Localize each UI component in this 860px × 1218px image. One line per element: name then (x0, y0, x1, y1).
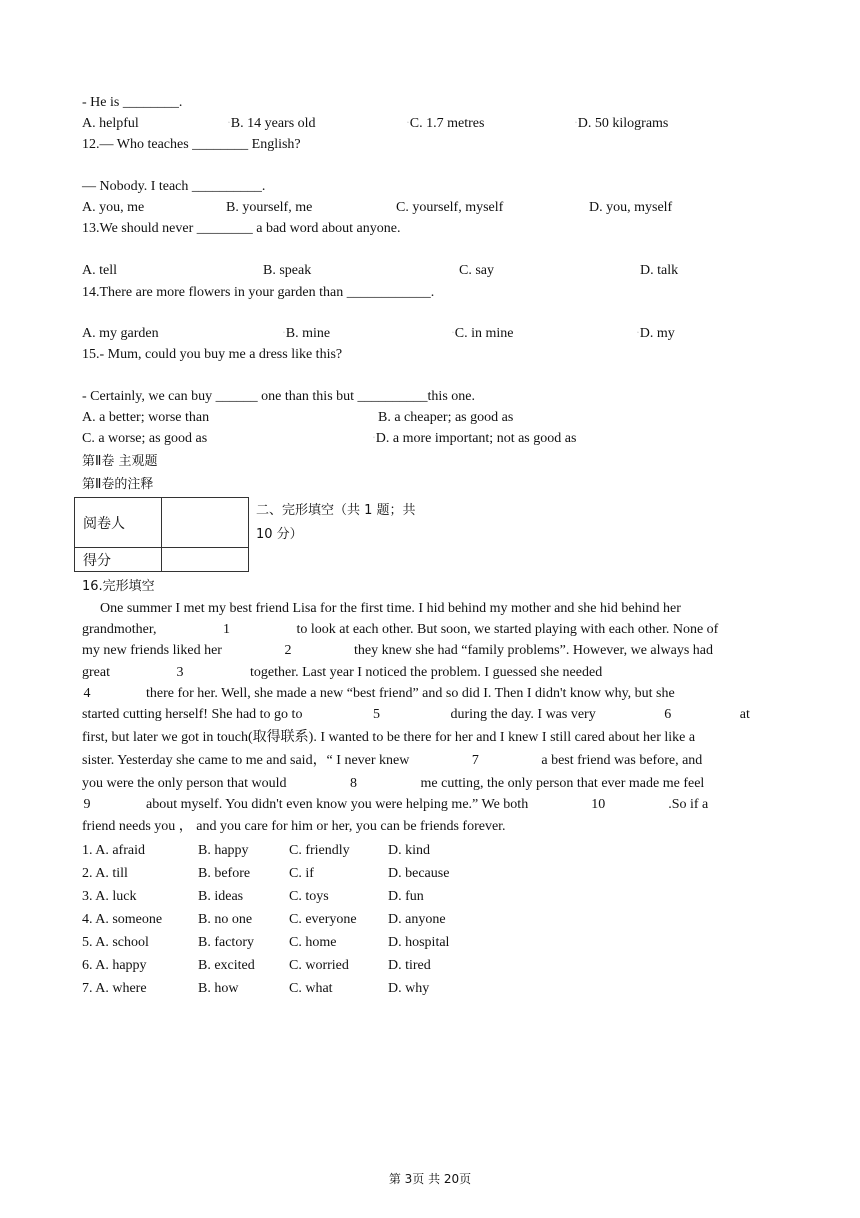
q12-option-a: A. you, me (82, 200, 145, 215)
q14-option-a: A. my garden (82, 326, 159, 341)
choice-4-a: 4. A. someone (82, 912, 163, 927)
q14-option-b: ▫B. mine (283, 326, 331, 341)
q13-option-b: B. speak (263, 263, 312, 278)
volume-note: 第Ⅱ卷的注释 (82, 477, 154, 492)
page-footer: 第 3页 共 20页 (388, 1172, 472, 1186)
choice-5-b: B. factory (198, 935, 254, 950)
cloze-blank: 2 (284, 643, 292, 658)
q11-option-a: A. helpful (82, 116, 139, 131)
passage-line: 9 about myself. You didn't even know you were helping me.” We both 10 .So if a (82, 794, 760, 815)
q11-stem: - He is ________. (82, 95, 183, 110)
score-table (74, 497, 249, 572)
choice-6-c: C. worried (289, 958, 349, 973)
q12-stem: 12.— Who teaches ________ English? (82, 137, 301, 152)
choice-7-b: B. how (198, 981, 239, 996)
passage-line: first, but later we got in touch(取得联系). I wanted to be there for her and I knew I still cared about her like a (82, 730, 696, 745)
score-label: 得分 (75, 548, 162, 572)
choice-1-b: B. happy (198, 843, 249, 858)
q13-option-d: D. talk (640, 263, 679, 278)
option-marker-icon: ▫ (373, 436, 375, 441)
q11-option-d: ▫D. 50 kilograms (575, 116, 669, 131)
choice-6-d: D. tired (388, 958, 431, 973)
passage-line: One summer I met my best friend Lisa for the first time. I hid behind my mother and she hid behind her (100, 601, 681, 616)
passage-line: 4 there for her. Well, she made a new “best friend” and so did I. Then I didn't know why, but she (82, 683, 760, 704)
choice-4-c: C. everyone (289, 912, 357, 927)
q13-option-a: A. tell (82, 263, 117, 278)
choice-1-d: D. kind (388, 843, 430, 858)
section-heading-line2: 10 分） (256, 527, 303, 542)
q14-option-d: ▫D. my (637, 326, 675, 341)
option-marker-icon: ▫ (407, 121, 409, 126)
choice-1-a: 1. A. afraid (82, 843, 145, 858)
q12-option-d: D. you, myself (589, 200, 673, 215)
q13-stem: 13.We should never ________ a bad word about anyone. (82, 221, 401, 236)
passage-line: friend needs you ， and you care for him or her, you can be friends forever. (82, 819, 506, 834)
q12-reply: — Nobody. I teach __________. (82, 179, 266, 194)
q11-option-c: ▫C. 1.7 metres (407, 116, 485, 131)
q14-stem: 14.There are more flowers in your garden than ____________. (82, 285, 435, 300)
passage-line: you were the only person that would 8 me cutting, the only person that ever made me feel (82, 773, 760, 794)
choice-3-a: 3. A. luck (82, 889, 137, 904)
q12-option-c: C. yourself, myself (396, 200, 504, 215)
cloze-blank: 3 (176, 665, 184, 680)
choice-5-a: 5. A. school (82, 935, 149, 950)
cloze-blank: 10 (591, 797, 606, 812)
choice-2-b: B. before (198, 866, 251, 881)
q14-option-c: ▫C. in mine (452, 326, 514, 341)
score-cell (162, 548, 249, 572)
choice-3-c: C. toys (289, 889, 329, 904)
choice-1-c: C. friendly (289, 843, 350, 858)
choice-7-a: 7. A. where (82, 981, 147, 996)
option-marker-icon: ▫ (637, 331, 639, 336)
choice-5-c: C. home (289, 935, 337, 950)
choice-7-d: D. why (388, 981, 430, 996)
q15-reply: - Certainly, we can buy ______ one than this but __________this one. (82, 389, 475, 404)
choice-5-d: D. hospital (388, 935, 450, 950)
q15-option-d: ▫D. a more important; not as good as (373, 431, 577, 446)
choice-2-a: 2. A. till (82, 866, 128, 881)
section-heading-line1: 二、完形填空（共 1 题；共 (256, 503, 416, 518)
passage-line: started cutting herself! She had to go to 5 during the day. I was very 6 at (82, 704, 760, 725)
choice-2-d: D. because (388, 866, 450, 881)
q11-option-b: ▫B. 14 years old (228, 116, 316, 131)
option-marker-icon: ▫ (283, 331, 285, 336)
passage-line: sister. Yesterday she came to me and said，“ I never knew 7 a best friend was before, and (82, 750, 760, 771)
q15-option-c: C. a worse; as good as (82, 431, 208, 446)
passage-line: my new friends liked her 2 they knew she had “family problems”. However, we always had (82, 640, 760, 661)
choice-4-b: B. no one (198, 912, 253, 927)
q13-option-c: C. say (459, 263, 494, 278)
q15-option-b: B. a cheaper; as good as (378, 410, 514, 425)
q16-title: 16.完形填空 (82, 579, 155, 594)
q12-option-b: B. yourself, me (226, 200, 313, 215)
volume-title: 第Ⅱ卷 主观题 (82, 454, 158, 469)
option-marker-icon: ▫ (575, 121, 577, 126)
grader-cell (162, 498, 249, 548)
choice-6-b: B. excited (198, 958, 255, 973)
choice-3-b: B. ideas (198, 889, 244, 904)
q15-stem: 15.- Mum, could you buy me a dress like this? (82, 347, 343, 362)
cloze-blank: 9 (83, 797, 91, 812)
passage-line: grandmother, 1 to look at each other. But soon, we started playing with each other. None of (82, 619, 760, 640)
cloze-blank: 4 (83, 686, 91, 701)
q15-option-a: A. a better; worse than (82, 410, 210, 425)
cloze-blank: 7 (471, 753, 479, 768)
choice-2-c: C. if (289, 866, 314, 881)
passage-line: great 3 together. Last year I noticed the problem. I guessed she needed (82, 662, 760, 683)
cloze-blank: 1 (222, 622, 230, 637)
option-marker-icon: ▫ (228, 121, 230, 126)
choice-7-c: C. what (289, 981, 333, 996)
option-marker-icon: ▫ (452, 331, 454, 336)
choice-6-a: 6. A. happy (82, 958, 147, 973)
cloze-blank: 6 (664, 707, 672, 722)
choice-4-d: D. anyone (388, 912, 446, 927)
cloze-blank: 8 (350, 776, 358, 791)
grader-label: 阅卷人 (75, 498, 162, 548)
cloze-blank: 5 (372, 707, 380, 722)
choice-3-d: D. fun (388, 889, 424, 904)
